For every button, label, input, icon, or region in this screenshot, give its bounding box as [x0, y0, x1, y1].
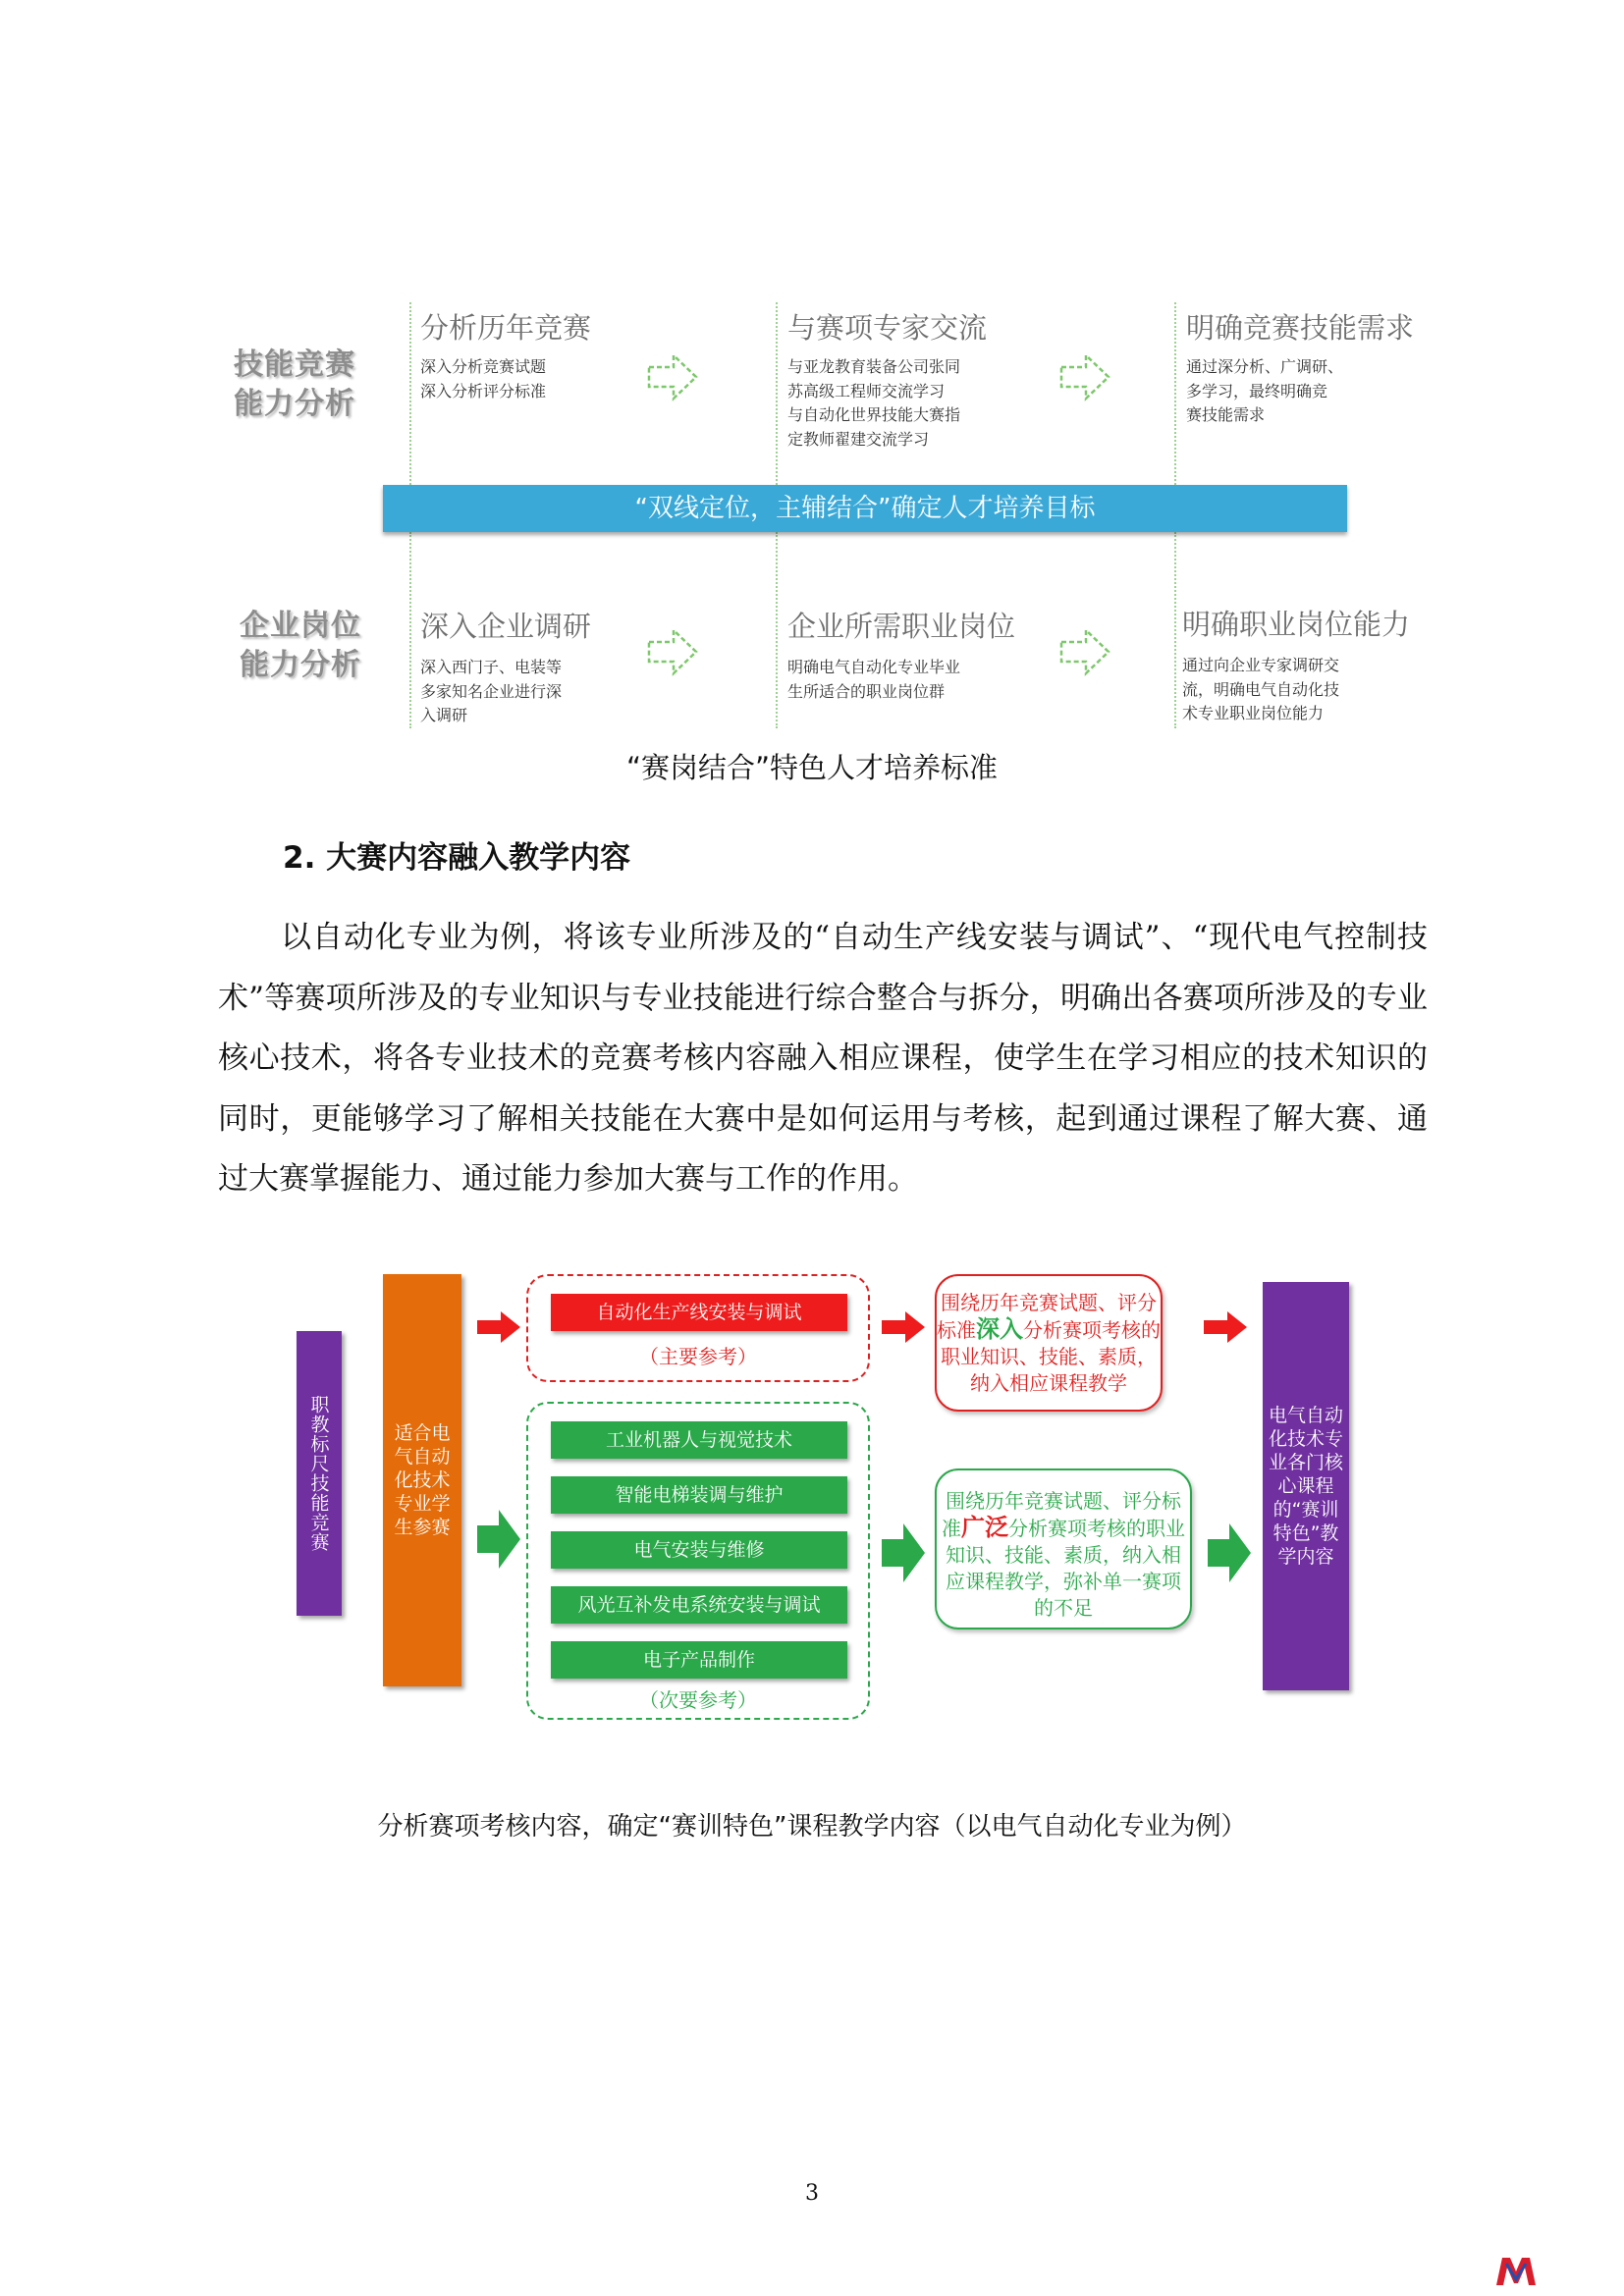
- secondary-reference-label: （次要参考）: [639, 1688, 757, 1712]
- secondary-item: 智能电梯装调与维护: [551, 1476, 847, 1514]
- vocational-benchmark-text: 职教标尺技能竞赛: [307, 1395, 330, 1552]
- green-arrow-icon: [880, 1522, 927, 1584]
- green-arrow-icon: [1206, 1522, 1253, 1584]
- divider-line: [1174, 302, 1176, 485]
- watermark-logo-icon: [1494, 2254, 1538, 2287]
- eligible-students-text: 适合电气自动化技术专业学生参赛: [394, 1422, 451, 1538]
- right-arrow-icon: [1058, 626, 1111, 677]
- bottom-step-1-title: 深入企业调研: [420, 610, 592, 643]
- bottom-step-2-title: 企业所需职业岗位: [787, 610, 1016, 643]
- course-content-text: 电气自动化技术专业各门核心课程的“赛训特色”教学内容: [1268, 1405, 1343, 1568]
- top-step-1-title: 分析历年竞赛: [420, 311, 592, 345]
- primary-item: 自动化生产线安装与调试: [551, 1294, 847, 1331]
- red-arrow-icon: [475, 1309, 522, 1345]
- skill-competition-label: 技能竞赛 能力分析: [234, 347, 355, 421]
- page-number: 3: [805, 2181, 819, 2206]
- vocational-benchmark-box: [297, 1331, 342, 1616]
- top-step-3-title: 明确竞赛技能需求: [1186, 311, 1415, 345]
- divider-line: [776, 302, 778, 485]
- divider-line: [1174, 532, 1176, 728]
- bottom-step-3-title: 明确职业岗位能力: [1182, 608, 1411, 641]
- broad-analysis-text-1: 围绕历年竞赛试题、评分标准: [942, 1489, 1181, 1540]
- secondary-item: 电子产品制作: [551, 1641, 847, 1679]
- right-arrow-icon: [1058, 351, 1111, 402]
- top-step-1-text: 深入分析竞赛试题 深入分析评分标准: [420, 357, 547, 400]
- top-step-3-text: 通过深分析、广调研、 多学习，最终明确竞 赛技能需求: [1186, 357, 1344, 424]
- course-content-box: [1263, 1282, 1349, 1690]
- bottom-step-1-text: 深入西门子、电装等 多家知名企业进行深 入调研: [420, 658, 563, 724]
- divider-line: [409, 302, 411, 485]
- right-arrow-icon: [646, 351, 699, 402]
- broad-analysis-emphasis: 广泛: [961, 1514, 1008, 1541]
- divider-line: [776, 532, 778, 728]
- red-arrow-icon: [880, 1309, 927, 1345]
- bottom-step-2-text: 明确电气自动化专业毕业 生所适合的职业岗位群: [787, 658, 961, 701]
- section-paragraph: 以自动化专业为例，将该专业所涉及的“自动生产线安装与调试”、“现代电气控制技术”等赛项所涉及的专业知识与专业技能进行综合整合与拆分，明确出各赛项所涉及的专业核心技术，将各专业技术的竞赛考核内容融入相应课程，使学生在学习相应的技术知识的同时，更能够学习了解相关技能在大赛中是如何运用与考核，起到通过课程了解大赛、通过大赛掌握能力、通过能力参加大赛与工作的作用。: [218, 920, 1428, 1197]
- diagram1-caption: “赛岗结合”特色人才培养标准: [625, 751, 999, 784]
- bottom-step-3-text: 通过向企业专家调研交 流，明确电气自动化技 术专业职业岗位能力: [1182, 656, 1340, 722]
- broad-analysis-text-2: 分析赛项考核的职业知识、技能、素质，纳入相应课程教学，弥补单一赛项的不足: [946, 1517, 1185, 1620]
- green-arrow-icon: [475, 1508, 522, 1571]
- secondary-item: 风光互补发电系统安装与调试: [551, 1586, 847, 1624]
- deep-analysis-text-1: 围绕历年竞赛试题、评分标准: [937, 1291, 1157, 1342]
- secondary-item: 工业机器人与视觉技术: [551, 1421, 847, 1459]
- deep-analysis-emphasis: 深入: [976, 1315, 1023, 1343]
- diagram2-caption: 分析赛项考核内容，确定“赛训特色”课程教学内容（以电气自动化专业为例）: [377, 1812, 1247, 1842]
- deep-analysis-text-2: 分析赛项考核的职业知识、技能、素质，纳入相应课程教学: [941, 1318, 1161, 1395]
- training-goal-banner: “双线定位，主辅结合”确定人才培养目标: [383, 485, 1347, 532]
- deep-analysis-box: [935, 1274, 1163, 1412]
- top-step-2-title: 与赛项专家交流: [787, 311, 988, 345]
- right-arrow-icon: [646, 626, 699, 677]
- section-heading: 2. 大赛内容融入教学内容: [283, 840, 631, 876]
- broad-analysis-box: [935, 1468, 1192, 1629]
- divider-line: [409, 532, 411, 728]
- enterprise-position-label: 企业岗位 能力分析: [240, 609, 361, 682]
- eligible-students-box: [383, 1274, 461, 1686]
- red-arrow-icon: [1202, 1309, 1249, 1345]
- top-step-2-text: 与亚龙教育装备公司张同 苏高级工程师交流学习 与自动化世界技能大赛指 定教师翟建交流学习: [787, 357, 961, 449]
- primary-reference-label: （主要参考）: [639, 1345, 757, 1368]
- secondary-item: 电气安装与维修: [551, 1531, 847, 1569]
